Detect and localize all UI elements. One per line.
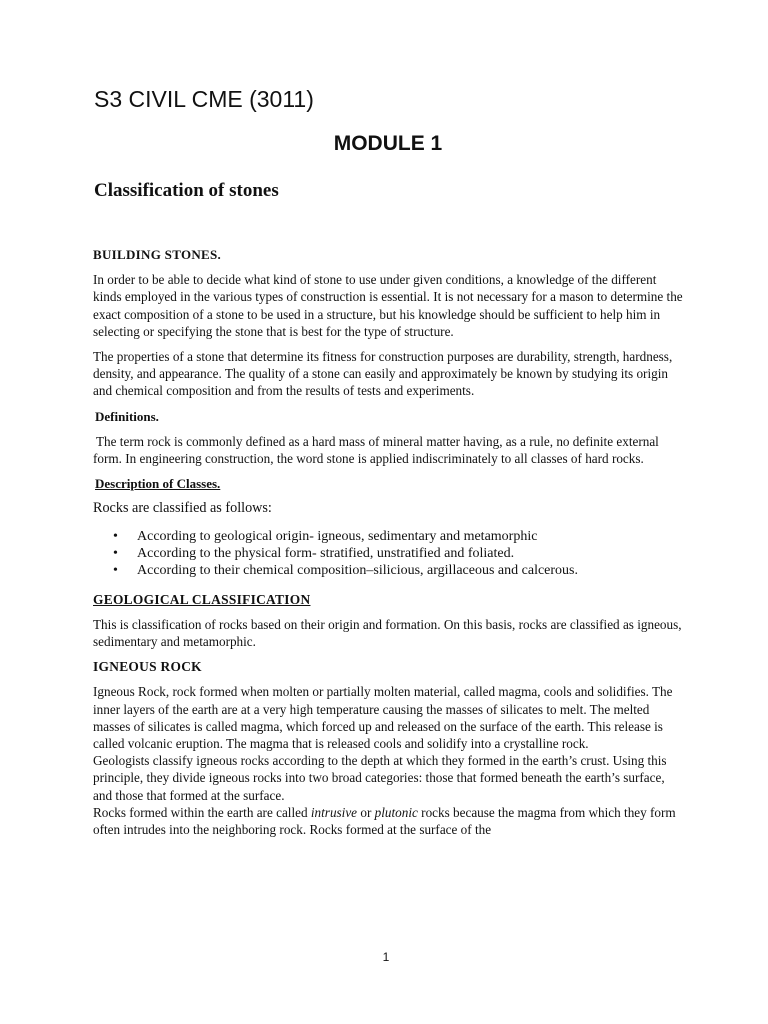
igneous-paragraph-3-or: or	[357, 804, 375, 820]
geological-classification-paragraph: This is classification of rocks based on their origin and formation. On this basis, rocks are classified as igneous, sedimentary and metamorphic.	[93, 616, 682, 650]
list-item: • According to geological origin- igneous, sedimentary and metamorphic	[113, 528, 683, 545]
list-item: • According to their chemical composition–silicious, argillaceous and calcerous.	[113, 562, 683, 579]
igneous-paragraph-1: Igneous Rock, rock formed when molten or partially molten material, called magma, cools and solidifies. The inner layers of the earth are at a very high temperature causing the masses of silicates to melt. The melted masses of silicates is called magma, which forced up and released on the surface of the earth. This release is called volcanic eruption. The magma that is released cools and solidify into a crystalline rock.	[93, 684, 673, 752]
definitions-heading: Definitions.	[95, 408, 159, 424]
document-title: Classification of stones	[94, 180, 279, 201]
definitions-paragraph: The term rock is commonly defined as a hard mass of mineral matter having, as a rule, no definite external form. In engineering construction, the word stone is applied indiscriminately to all classes of hard rocks.	[93, 433, 659, 467]
term-plutonic: plutonic	[374, 804, 418, 820]
igneous-rock-heading: IGNEOUS ROCK	[93, 659, 202, 675]
geological-classification-heading: GEOLOGICAL CLASSIFICATION	[93, 591, 311, 607]
igneous-paragraph-3-start: Rocks formed within the earth are called	[93, 804, 311, 820]
building-stones-heading: BUILDING STONES.	[93, 247, 222, 262]
igneous-paragraph-3-end: rocks because the magma from which they form often intrudes into the neighboring rock. Rocks formed at the surface of the	[93, 804, 676, 838]
igneous-paragraph-2: Geologists classify igneous rocks according to the depth at which they formed in the earth’s crust. Using this principle, they divide igneous rocks into two broad categories: those that formed beneath the earth’s surface, and those that formed at the surface.	[93, 753, 667, 803]
document-body	[93, 246, 683, 838]
description-lead: Rocks are classified as follows:	[93, 500, 272, 517]
igneous-paragraph-3	[93, 804, 683, 838]
page-number: 1	[382, 950, 390, 964]
term-intrusive: intrusive	[310, 804, 358, 820]
course-code: S3 CIVIL CME (3011)	[94, 86, 314, 112]
module-title: MODULE 1	[333, 132, 443, 155]
description-heading: Description of Classes.	[95, 476, 221, 492]
list-item: • According to the physical form- stratified, unstratified and foliated.	[113, 545, 683, 562]
classification-list	[93, 528, 683, 579]
building-stones-paragraph-1: In order to be able to decide what kind of stone to use under given conditions, a knowledge of the different kinds employed in the various types of construction is essential. It is not necessary for a mason to determine the exact composition of a stone to be used in a structure, but his knowledge should be sufficient to help him in selecting or specifying the stone that is best for the type of structure.	[93, 272, 683, 339]
building-stones-paragraph-2: The properties of a stone that determine its fitness for construction purposes are durability, strength, hardness, density, and appearance. The quality of a stone can easily and approximately be known by studying its origin and chemical composition and from the results of tests and experiments.	[93, 349, 673, 399]
